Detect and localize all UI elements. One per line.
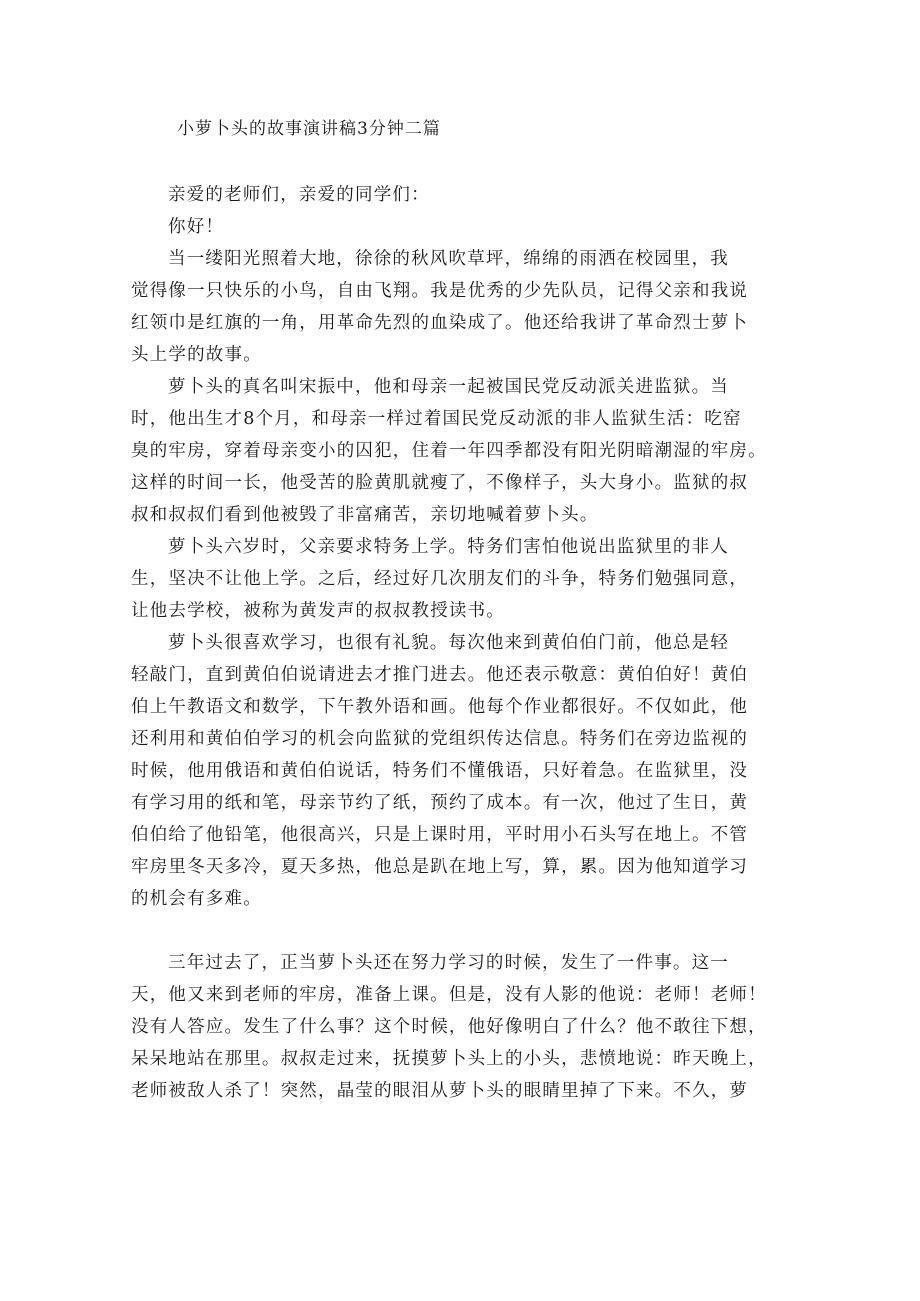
document-title: 小萝卜头的故事演讲稿3分钟二篇 [177,119,441,139]
paragraph-3-line-2: 生，坚决不让他上学。之后，经过好几次朋友们的斗争，特务们勉强同意， [131,569,749,589]
paragraph-4-line-6: 有学习用的纸和笔，母亲节约了纸，预约了成本。有一次，他过了生日，黄 [131,793,749,813]
paragraph-4-line-9: 的机会有多难。 [131,889,262,909]
paragraph-2-line-5: 叔和叔叔们看到他被毁了非富痛苦，亲切地喊着萝卜头。 [131,505,599,525]
paragraph-4-line-7: 伯伯给了他铅笔，他很高兴，只是上课时用，平时用小石头写在地上。不管 [131,825,749,845]
paragraph-4-line-2: 轻敲门，直到黄伯伯说请进去才推门进去。他还表示敬意：黄伯伯好！黄伯 [131,665,749,685]
paragraph-4-line-3: 伯上午教语文和数学，下午教外语和画。他每个作业都很好。不仅如此，他 [131,697,749,717]
paragraph-2-line-3: 臭的牢房，穿着母亲变小的囚犯，住着一年四季都没有阳光阴暗潮湿的牢房。 [131,441,767,461]
paragraph-gap [131,915,801,947]
paragraph-4-line-5: 时候，他用俄语和黄伯伯说话，特务们不懂俄语，只好着急。在监狱里，没 [131,761,749,781]
paragraph-4-line-8: 牢房里冬天多冷，夏天多热，他总是趴在地上写，算，累。因为他知道学习 [131,857,749,877]
paragraph-4-line-4: 还利用和黄伯伯学习的机会向监狱的党组织传达信息。特务们在旁边监视的 [131,729,749,749]
paragraph-1-line-1: 当一缕阳光照着大地，徐徐的秋风吹草坪，绵绵的雨洒在校园里，我 [168,249,729,269]
paragraph-1-line-2: 觉得像一只快乐的小鸟，自由飞翔。我是优秀的少先队员，记得父亲和我说 [131,281,749,301]
paragraph-5-line-2: 天，他又来到老师的牢房，准备上课。但是，没有人影的他说：老师！老师！ [131,985,767,1005]
paragraph-2-line-2: 时，他出生才8个月，和母亲一样过着国民党反动派的非人监狱生活：吃窑 [131,409,742,429]
paragraph-3-line-3: 让他去学校，被称为黄发声的叔叔教授读书。 [131,601,505,621]
paragraph-1-line-4: 头上学的故事。 [131,345,262,365]
greeting-line: 你好！ [168,217,225,237]
paragraph-2-line-1: 萝卜头的真名叫宋振中，他和母亲一起被国民党反动派关进监狱。当 [168,377,729,397]
document-body [131,179,801,1107]
salutation-line: 亲爱的老师们，亲爱的同学们： [168,185,430,205]
paragraph-5-line-3: 没有人答应。发生了什么事？这个时候，他好像明白了什么？他不敢往下想， [131,1017,767,1037]
paragraph-5-line-1: 三年过去了，正当萝卜头还在努力学习的时候，发生了一件事。这一 [168,953,729,973]
paragraph-1-line-3: 红领巾是红旗的一角，用革命先烈的血染成了。他还给我讲了革命烈士萝卜 [131,313,749,333]
paragraph-4-line-1: 萝卜头很喜欢学习，也很有礼貌。每次他来到黄伯伯门前，他总是轻 [168,633,729,653]
paragraph-5-line-4: 呆呆地站在那里。叔叔走过来，抚摸萝卜头上的小头，悲愤地说：昨天晚上， [131,1049,767,1069]
paragraph-5-line-5: 老师被敌人杀了！突然，晶莹的眼泪从萝卜头的眼睛里掉了下来。不久，萝 [131,1081,749,1101]
paragraph-3-line-1: 萝卜头六岁时，父亲要求特务上学。特务们害怕他说出监狱里的非人 [168,537,729,557]
paragraph-2-line-4: 这样的时间一长，他受苦的脸黄肌就瘦了，不像样子，头大身小。监狱的叔 [131,473,749,493]
